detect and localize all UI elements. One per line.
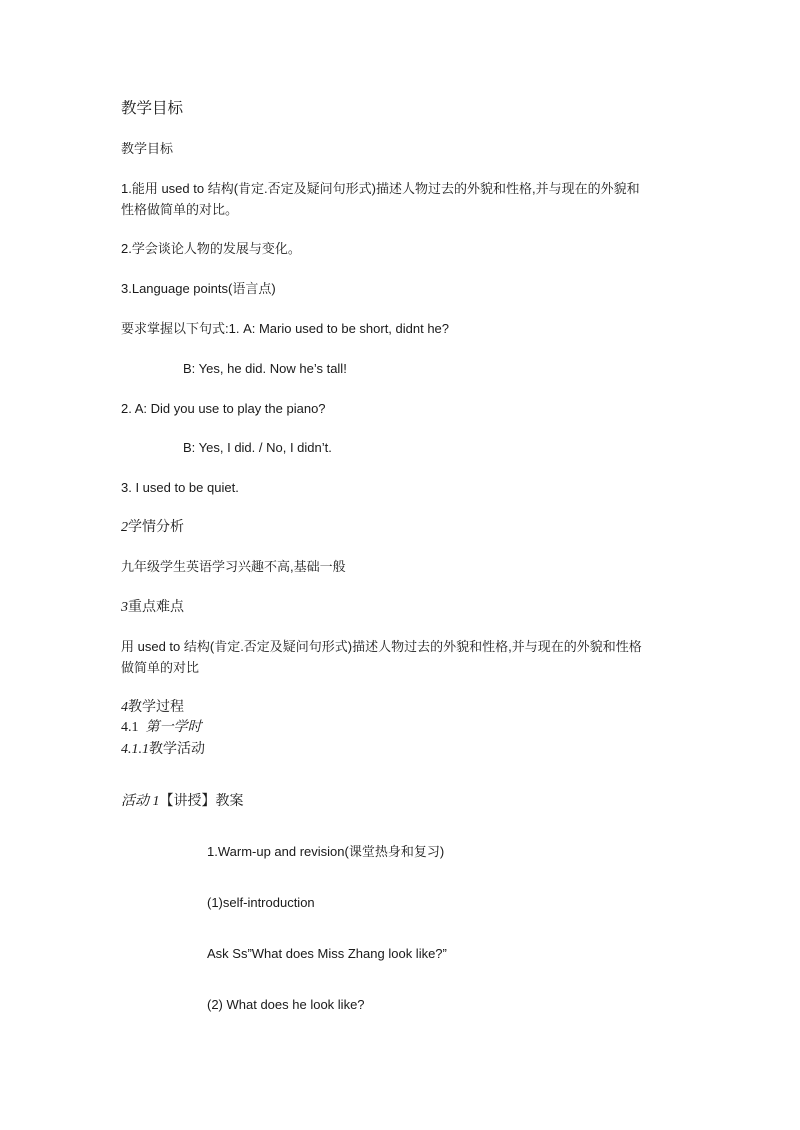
objective-item-1-line-1: 1.能用 used to 结构(肯定.否定及疑问句形式)描述人物过去的外貌和性格,并与现在的外貌和: [121, 181, 640, 196]
objective-item-2: 2.学会谈论人物的发展与变化。: [121, 241, 301, 256]
sentence-patterns-intro: 要求掌握以下句式:1. A: Mario used to be short, didnt he?: [121, 321, 450, 336]
objectives-subheading: 教学目标: [121, 141, 174, 156]
section-2-title: 学情分析: [128, 518, 184, 534]
section-2-number: 2: [121, 520, 128, 535]
section-2-heading: [121, 516, 691, 538]
objective-item-1-line-2: 性格做简单的对比。: [121, 202, 239, 217]
section-3-body-line-2: 做简单的对比: [121, 660, 200, 675]
pattern-1-answer: B: Yes, he did. Now he’s tall!: [183, 361, 347, 376]
activity-1-heading: [121, 790, 691, 812]
objectives-heading: 教学目标: [121, 100, 184, 117]
section-4-1-1-number: 4.1.1: [121, 742, 149, 757]
section-3-number: 3: [121, 600, 128, 615]
section-4-1-1-heading: [121, 738, 691, 760]
activity-1-title: 教案: [215, 792, 244, 808]
section-3-body-line-1: 用 used to 结构(肯定.否定及疑问句形式)描述人物过去的外貌和性格,并与现在的外貌和性格: [121, 639, 642, 654]
activity-step-1a-prompt: Ask Ss”What does Miss Zhang look like?”: [207, 946, 447, 961]
section-3-title: 重点难点: [128, 598, 184, 614]
pattern-2-answer: B: Yes, I did. / No, I didn’t.: [183, 440, 332, 455]
section-4-1-number: 4.1: [121, 720, 139, 735]
section-4-heading: [121, 696, 691, 718]
section-4-title: 教学过程: [128, 698, 184, 714]
activity-step-1b: (2) What does he look like?: [207, 997, 365, 1012]
section-2-body: 九年级学生英语学习兴趣不高,基础一般: [121, 559, 346, 574]
pattern-2: 2. A: Did you use to play the piano?: [121, 401, 326, 416]
section-3-heading: [121, 596, 691, 618]
activity-1-label: 活动 1: [121, 794, 160, 809]
objective-item-3: 3.Language points(语言点): [121, 281, 276, 296]
activity-1-tag: 【讲授】: [159, 792, 216, 808]
section-4-number: 4: [121, 700, 128, 715]
section-4-1-1-title: 教学活动: [149, 740, 205, 756]
section-4-1-title: 第一学时: [145, 720, 202, 735]
pattern-3: 3. I used to be quiet.: [121, 480, 239, 495]
activity-step-1a: (1)self-introduction: [207, 895, 315, 910]
activity-step-1: 1.Warm-up and revision(课堂热身和复习): [207, 844, 445, 859]
section-4-1-heading: [121, 717, 691, 738]
